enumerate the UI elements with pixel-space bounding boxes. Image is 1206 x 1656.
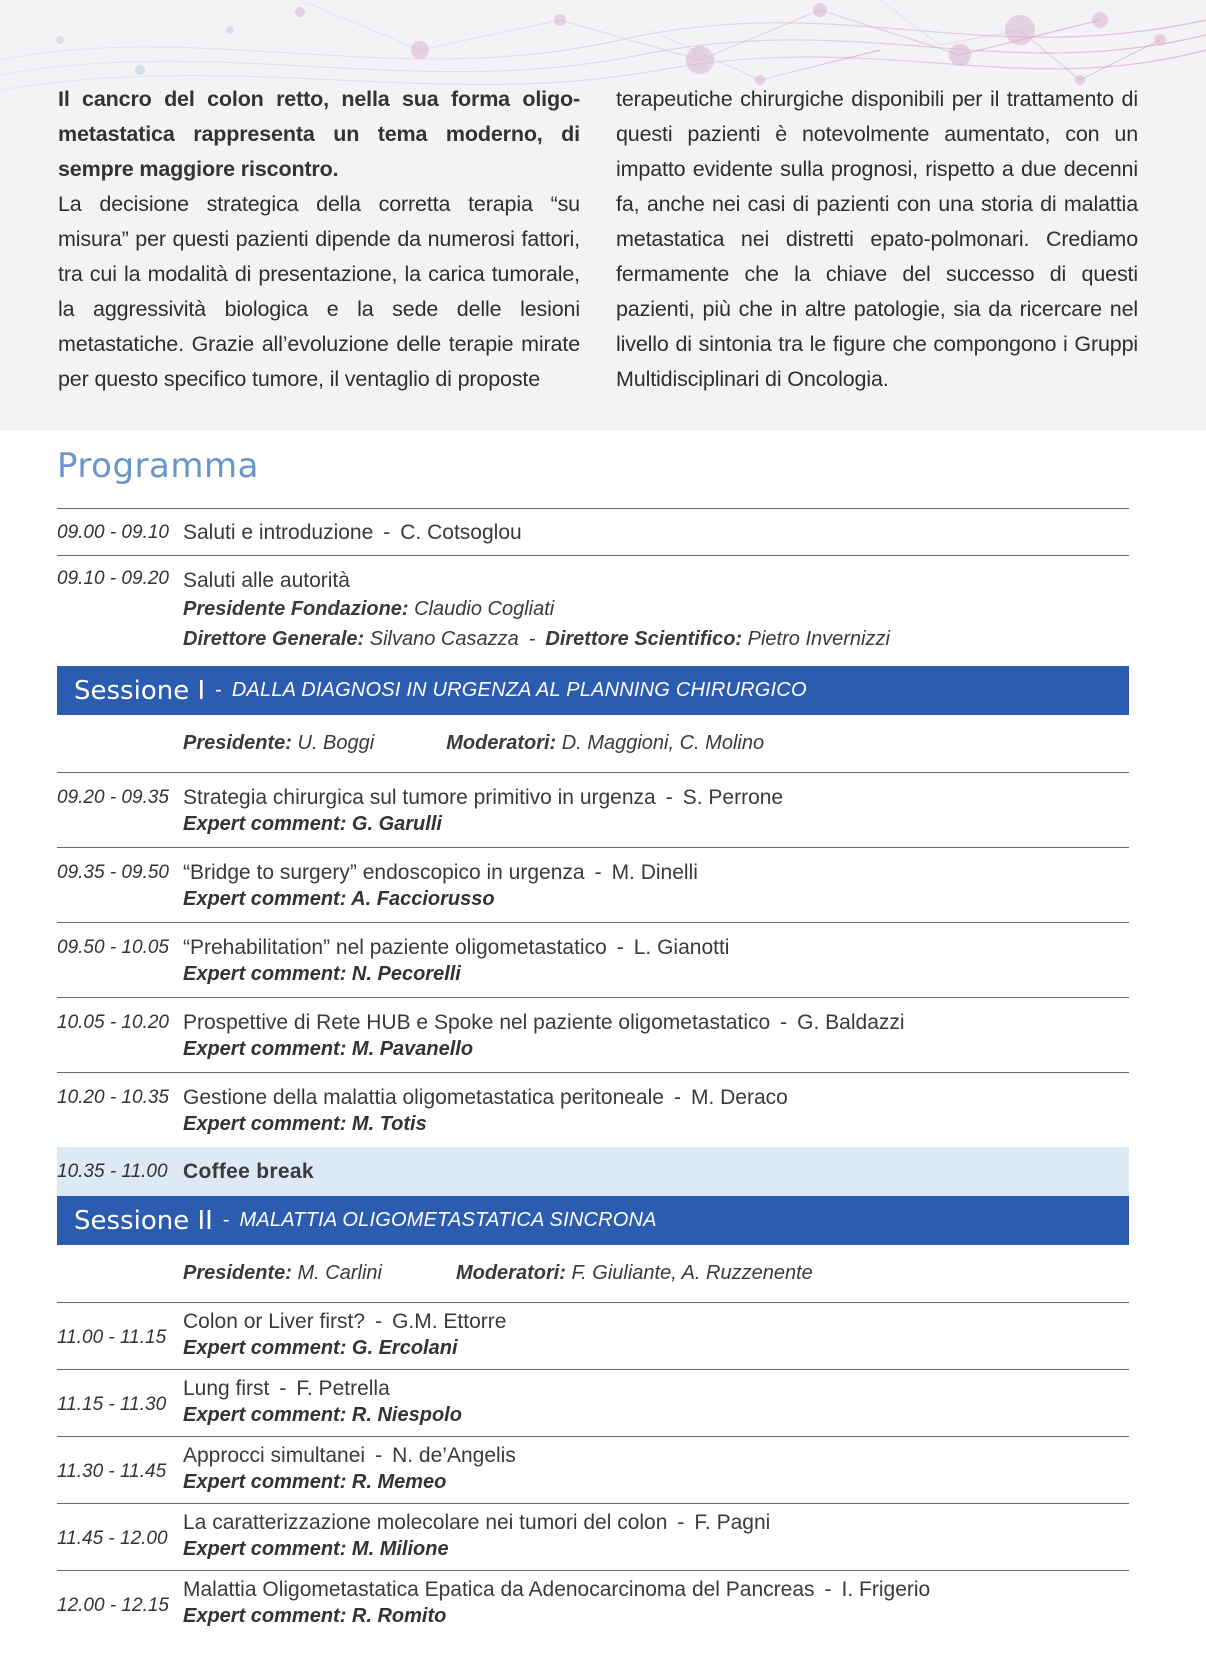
authority-directors: [183, 624, 1129, 654]
talk-speaker: C. Cotsoglou: [400, 521, 522, 544]
row-time: 12.00 - 12.15: [57, 1595, 169, 1616]
chair-name: D. Maggioni, C. Molino: [561, 732, 765, 754]
separator: -: [375, 1310, 383, 1333]
row-time: 10.20 - 10.35: [57, 1087, 169, 1108]
chair-label: Presidente:: [183, 732, 292, 754]
session-president: [183, 732, 374, 755]
talk-title: Approcci simultanei: [183, 1444, 366, 1467]
schedule-row: [57, 1436, 1129, 1503]
separator: -: [375, 1444, 383, 1467]
talk-speaker: G. Baldazzi: [797, 1011, 905, 1034]
expert-comment: Expert comment: R. Niespolo: [183, 1404, 462, 1426]
chair-label: Moderatori:: [446, 732, 557, 754]
schedule-row: [57, 1302, 1129, 1369]
separator: -: [665, 786, 673, 809]
schedule-row: [57, 1369, 1129, 1436]
schedule-row: [57, 508, 1129, 555]
authority-name: Silvano Casazza: [369, 628, 519, 650]
authority-name: Pietro Invernizzi: [747, 628, 890, 650]
session-chairs: [57, 715, 1129, 772]
program-title: Programma: [57, 446, 259, 486]
expert-comment: Expert comment: R. Romito: [183, 1605, 447, 1627]
expert-comment: Expert comment: M. Milione: [183, 1538, 449, 1560]
session-president: [183, 1262, 382, 1285]
row-time: 11.30 - 11.45: [57, 1461, 167, 1482]
separator: -: [824, 1578, 832, 1601]
intro-paragraph-right: terapeutiche chirurgiche disponibili per il trattamento di questi pazienti è notevolmente aumentato, con un impatto evidente sulla prognosi, rispetto a due decenni fa, anche nei casi di pazienti con una storia di malattia metastatica nei distretti epato-polmonari. Crediamo fermamente che la chiave del successo di questi pazienti, più che in altre patologie, sia da ricercare nel livello di sintonia tra le figure che compongono i Gruppi Multidisciplinari di Oncologia.: [616, 87, 1138, 391]
talk-title: Gestione della malattia oligometastatica peritoneale: [183, 1086, 664, 1109]
session-name: Sessione II: [74, 1205, 213, 1236]
session-moderators: [456, 1262, 813, 1285]
talk-title: Prospettive di Rete HUB e Spoke nel paziente oligometastatico: [183, 1011, 771, 1034]
talk-title: La caratterizzazione molecolare nei tumori del colon: [183, 1511, 668, 1534]
intro-column-left: [58, 82, 580, 397]
talk-title: Saluti e introduzione: [183, 521, 374, 544]
schedule-row: [57, 922, 1129, 997]
coffee-break-label: Coffee break: [183, 1160, 314, 1183]
expert-comment: Expert comment: R. Memeo: [183, 1471, 447, 1493]
authority-name: Claudio Cogliati: [414, 598, 555, 620]
expert-comment: Expert comment: M. Pavanello: [183, 1038, 474, 1060]
intro-section: [0, 0, 1206, 430]
row-time: 10.05 - 10.20: [57, 1012, 169, 1033]
expert-comment: Expert comment: G. Garulli: [183, 813, 442, 835]
intro-columns: [58, 82, 1138, 397]
session-name: Sessione I: [74, 675, 206, 706]
schedule-row: [57, 1570, 1129, 1637]
talk-title: Lung first: [183, 1377, 270, 1400]
chair-label: Moderatori:: [455, 1262, 566, 1284]
talk-speaker: S. Perrone: [682, 786, 784, 809]
authority-label: Direttore Generale:: [183, 628, 365, 650]
separator: -: [673, 1086, 681, 1109]
program-schedule: [57, 508, 1129, 1637]
talk-speaker: M. Dinelli: [611, 861, 698, 884]
schedule-row: [57, 1072, 1129, 1147]
talk-speaker: F. Petrella: [296, 1377, 390, 1400]
separator: -: [279, 1377, 287, 1400]
chair-name: U. Boggi: [297, 732, 375, 754]
row-time: 10.35 - 11.00: [57, 1161, 168, 1182]
talk-speaker: M. Deraco: [690, 1086, 788, 1109]
separator: -: [616, 936, 624, 959]
talk-title: Malattia Oligometastatica Epatica da Adenocarcinoma del Pancreas: [183, 1578, 815, 1601]
expert-comment: Expert comment: G. Ercolani: [183, 1337, 458, 1359]
row-time: 11.15 - 11.30: [57, 1394, 167, 1415]
separator: -: [780, 1011, 788, 1034]
talk-speaker: N. de’Angelis: [392, 1444, 516, 1467]
authority-label: Presidente Fondazione:: [183, 598, 409, 620]
separator: -: [594, 861, 602, 884]
session-header: [57, 666, 1129, 715]
intro-lead-paragraph: Il cancro del colon retto, nella sua forma oligo-metastatica rappresenta un tema moderno, di sempre maggiore riscontro.: [58, 87, 580, 181]
talk-title: Colon or Liver first?: [183, 1310, 366, 1333]
chair-name: M. Carlini: [297, 1262, 382, 1284]
chair-label: Presidente:: [183, 1262, 292, 1284]
row-time: 11.00 - 11.15: [57, 1327, 167, 1348]
separator: -: [677, 1511, 685, 1534]
expert-comment: Expert comment: N. Pecorelli: [183, 963, 461, 985]
row-time: 09.20 - 09.35: [57, 787, 169, 808]
session-header: [57, 1196, 1129, 1245]
authority-president: [183, 594, 1129, 624]
expert-comment: Expert comment: A. Facciorusso: [183, 888, 495, 910]
chair-name: F. Giuliante, A. Ruzzenente: [571, 1262, 813, 1284]
row-time: 09.35 - 09.50: [57, 862, 169, 883]
separator: -: [215, 679, 222, 701]
row-time: 11.45 - 12.00: [57, 1528, 168, 1549]
talk-title: “Bridge to surgery” endoscopico in urgenza: [183, 861, 585, 884]
session-moderators: [446, 732, 764, 755]
expert-comment: Expert comment: M. Totis: [183, 1113, 427, 1135]
talk-speaker: G.M. Ettorre: [392, 1310, 507, 1333]
talk-speaker: L. Gianotti: [633, 936, 730, 959]
schedule-row: [57, 997, 1129, 1072]
separator: -: [383, 521, 391, 544]
authority-label: Direttore Scientifico:: [545, 628, 743, 650]
intro-column-right: [616, 82, 1138, 397]
session-subtitle: MALATTIA OLIGOMETASTATICA SINCRONA: [239, 1209, 657, 1231]
schedule-row: [57, 847, 1129, 922]
schedule-row: [57, 772, 1129, 847]
separator: -: [222, 1209, 230, 1231]
talk-speaker: F. Pagni: [694, 1511, 771, 1534]
schedule-row: [57, 1503, 1129, 1570]
talk-title: Saluti alle autorità: [183, 569, 350, 592]
talk-speaker: I. Frigerio: [841, 1578, 931, 1601]
session-subtitle: DALLA DIAGNOSI IN URGENZA AL PLANNING CHIRURGICO: [231, 679, 807, 701]
schedule-row-authorities: [57, 555, 1129, 666]
row-time: 09.50 - 10.05: [57, 937, 169, 958]
row-time: 09.10 - 09.20: [57, 568, 169, 589]
talk-title: “Prehabilitation” nel paziente oligometastatico: [183, 936, 607, 959]
talk-title: Strategia chirurgica sul tumore primitivo in urgenza: [183, 786, 656, 809]
coffee-break-row: [57, 1147, 1129, 1196]
separator: -: [528, 628, 536, 650]
row-time: 09.00 - 09.10: [57, 522, 169, 543]
session-chairs: [57, 1245, 1129, 1302]
intro-paragraph-left: La decisione strategica della corretta terapia “su misura” per questi pazienti dipende da numerosi fattori, tra cui la modalità di presentazione, la carica tumorale, la aggressività biologica e la sede delle lesioni metastatiche. Grazie all’evoluzione delle terapie mirate per questo specifico tumore, il ventaglio di proposte: [58, 192, 580, 391]
